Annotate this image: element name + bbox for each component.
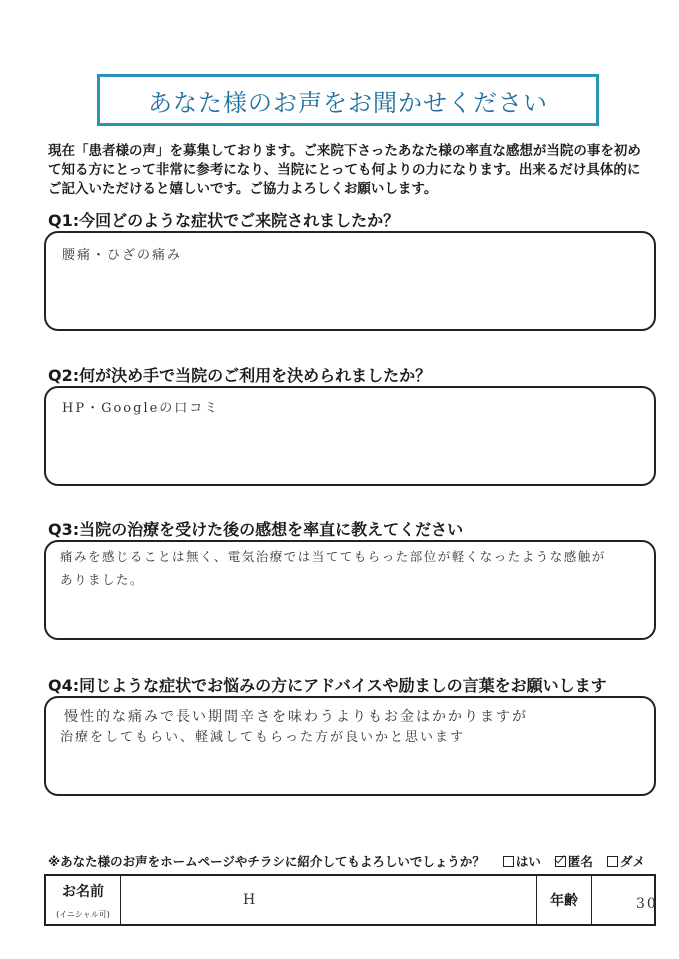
answer-4-line-2: 治療をしてもらい、軽減してもらった方が良いかと思います	[60, 730, 466, 745]
name-note: (イニシャル可)	[56, 909, 110, 919]
answer-box-4[interactable]	[44, 696, 656, 796]
checkbox-yes[interactable]	[503, 856, 514, 867]
consent-option-no[interactable]	[607, 852, 645, 870]
question-4-label: Q4:同じような症状でお悩みの方にアドバイスや励ましの言葉をお願いします	[48, 676, 607, 695]
consent-option-anonymous-label: 匿名	[567, 854, 593, 869]
name-field[interactable]	[121, 876, 537, 924]
name-age-table	[44, 874, 656, 926]
consent-question: ※あなた様のお声をホームページやチラシに紹介してもよろしいでしょうか？	[48, 854, 485, 869]
question-2-label: Q2:何が決め手で当院のご利用を決められましたか？	[48, 366, 432, 385]
answer-box-1[interactable]	[44, 231, 656, 331]
consent-row	[48, 852, 660, 870]
answer-box-2[interactable]	[44, 386, 656, 486]
age-label: 年齢	[537, 876, 592, 924]
page-title: あなた様のお声をお聞かせください	[97, 74, 599, 126]
question-1-label: Q1:今回どのような症状でご来院されましたか？	[48, 211, 400, 230]
answer-4-line-1: 慢性的な痛みで長い期間辛さを味わうよりもお金はかかりますが	[64, 709, 528, 725]
question-3-label: Q3:当院の治療を受けた後の感想を率直に教えてください	[48, 520, 464, 539]
consent-option-anonymous[interactable]	[555, 852, 593, 870]
answer-2-line-1: HP・Googleの口コミ	[62, 401, 220, 416]
intro-text: 現在「患者様の声」を募集しております。ご来院下さったあなた様の率直な感想が当院の事を初めて知る方にとって非常に参考になり、当院にとっても何よりの力になります。出来るだけ具体的にご記入いただけると嬉しいです。ご協力よろしくお願いします。	[48, 143, 641, 197]
checkbox-no[interactable]	[607, 856, 618, 867]
checkbox-anonymous[interactable]	[555, 856, 566, 867]
consent-option-no-label: ダメ	[619, 854, 645, 869]
name-label: お名前	[62, 883, 104, 900]
answer-3-line-2: ありました。	[60, 572, 145, 587]
answer-box-3[interactable]	[44, 540, 656, 640]
age-value: 30	[636, 896, 658, 912]
name-label-cell	[46, 876, 121, 924]
consent-option-yes-label: はい	[515, 854, 541, 869]
age-field[interactable]	[592, 876, 658, 924]
name-value: H	[243, 892, 258, 908]
answer-1-line-1: 腰痛・ひざの痛み	[62, 248, 183, 263]
answer-3-line-1: 痛みを感じることは無く、電気治療では当ててもらった部位が軽くなったような感触が	[60, 549, 606, 564]
consent-option-yes[interactable]	[503, 852, 541, 870]
